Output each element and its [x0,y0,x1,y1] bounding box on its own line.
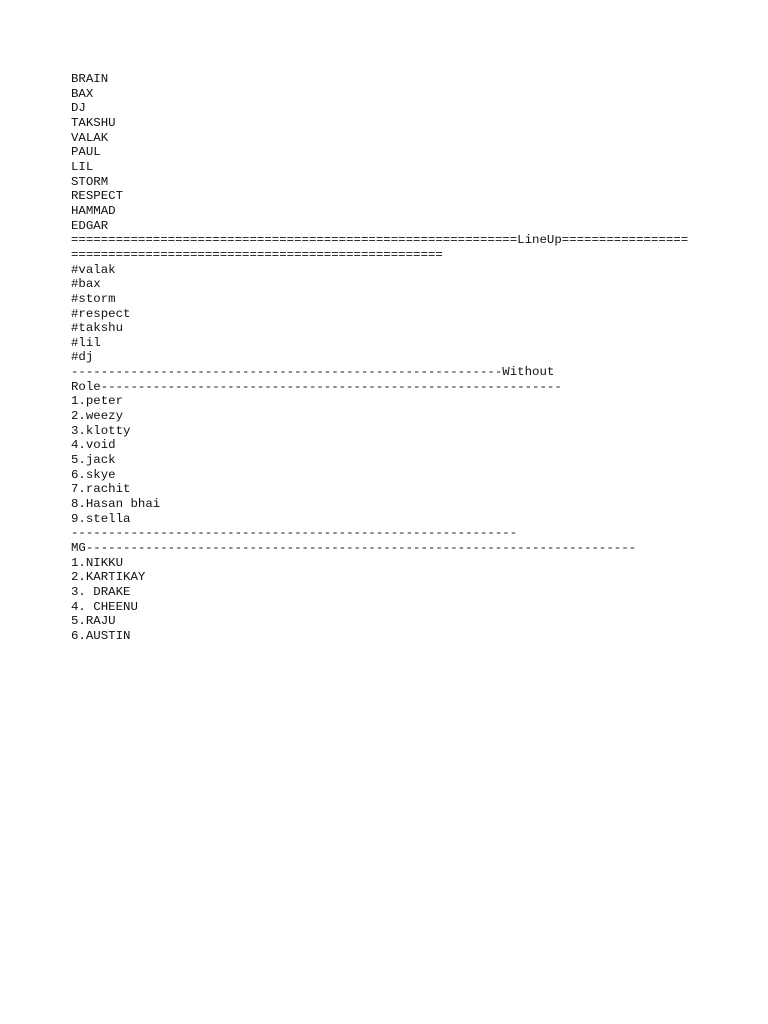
text-line: #takshu [71,321,124,336]
text-line: BAX [71,86,94,101]
document-body [71,72,751,644]
text-line: 5.jack [71,453,116,468]
text-line: 3.klotty [71,423,131,438]
text-line: 2.weezy [71,409,124,424]
without-role-separator-continued: Role-------------------------------------------------------------- [71,379,562,394]
text-line: #dj [71,350,94,365]
text-line: 8.Hasan bhai [71,497,161,512]
text-line: 6.AUSTIN [71,628,131,643]
text-line: 7.rachit [71,482,131,497]
text-line: #storm [71,291,116,306]
text-line: 5.RAJU [71,614,116,629]
text-line: BRAIN [71,72,109,86]
text-line: DJ [71,101,86,116]
text-line: RESPECT [71,189,124,204]
text-line: 6.skye [71,467,116,482]
mg-separator: MG-------------------------------------------------------------------------- [71,541,637,555]
text-line: 2.KARTIKAY [71,570,146,585]
text-line: HAMMAD [71,203,116,218]
text-line: PAUL [71,145,101,160]
text-line: #lil [71,335,101,350]
text-line: EDGAR [71,218,109,233]
text-line: 9.stella [71,511,131,526]
text-line: TAKSHU [71,115,116,130]
text-line: #bax [71,277,101,292]
text-line: 4. CHEENU [71,599,138,614]
text-line: 1.NIKKU [71,555,124,570]
text-line: STORM [71,174,109,189]
dash-separator: ------------------------------------------------------------ [71,526,518,541]
text-line: 4.void [71,438,116,453]
text-line: 3. DRAKE [71,584,131,599]
text-line: 1.peter [71,394,124,409]
lineup-separator: ============================================================LineUp================= [71,233,689,248]
text-line: VALAK [71,130,109,145]
without-role-separator: ----------------------------------------------------------Without [71,365,555,380]
text-line: #valak [71,262,116,277]
lineup-separator-continued: ================================================== [71,247,443,262]
text-line: #respect [71,306,131,321]
text-line: LIL [71,159,94,174]
